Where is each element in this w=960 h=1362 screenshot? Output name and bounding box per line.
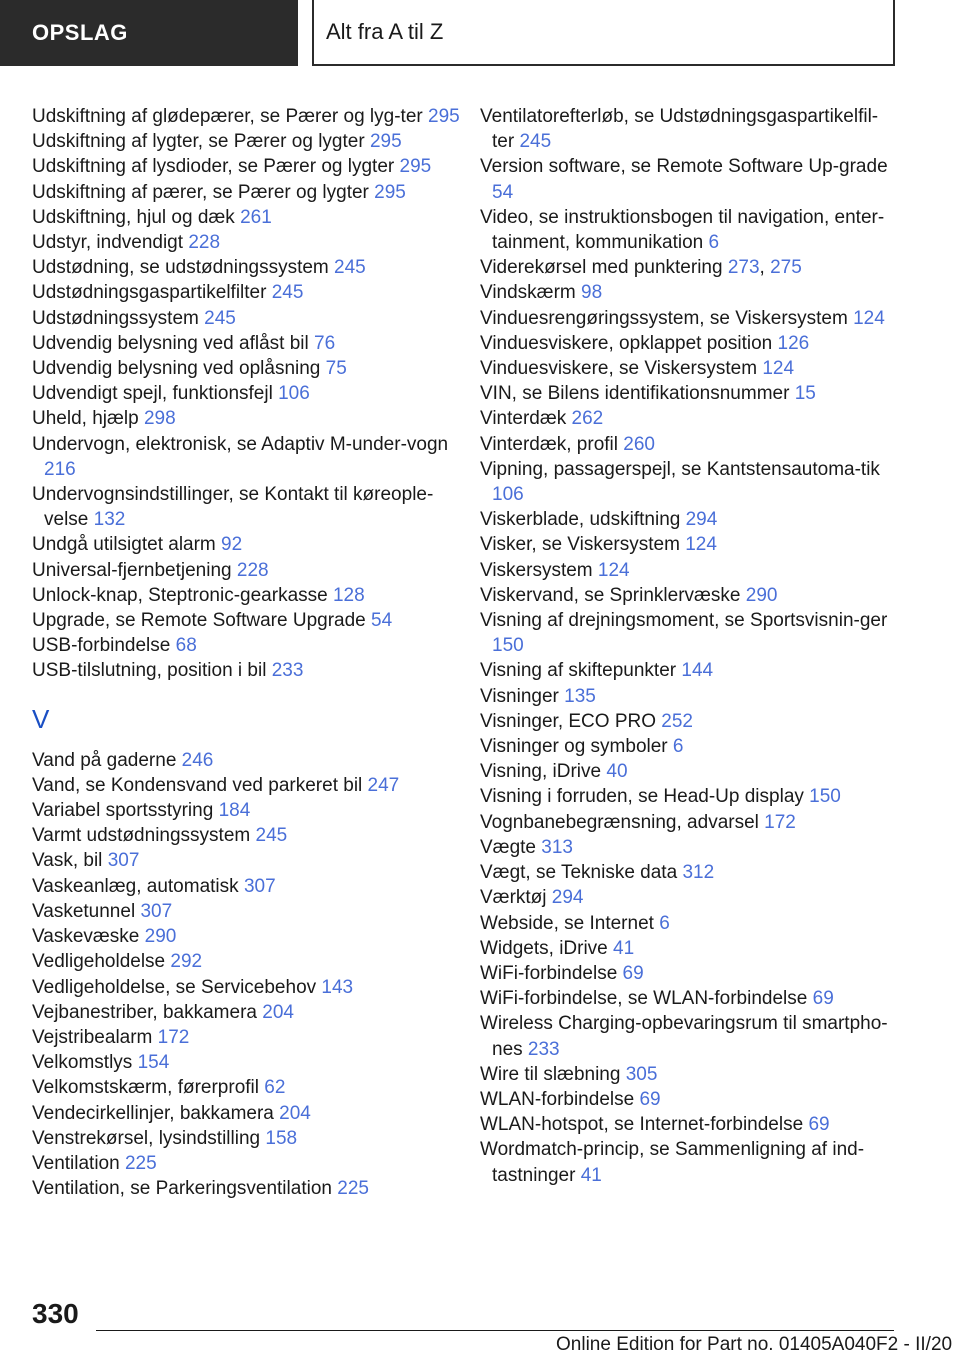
page-link[interactable]: 295 <box>374 181 406 203</box>
index-term: Udskiftning af glødepærer, se Pærer og lyg-ter <box>32 106 423 127</box>
page-link[interactable]: 126 <box>777 332 810 354</box>
index-term: Video, se instruktionsbogen til navigation, enter-tainment, kommunikation <box>480 206 885 254</box>
page-link[interactable]: 298 <box>143 408 176 430</box>
index-term: Udstødning, se udstødningssystem <box>32 257 329 279</box>
index-entry <box>480 532 900 557</box>
index-term: WLAN-hotspot, se Internet-forbindelse <box>480 1114 804 1136</box>
page-link[interactable]: 98 <box>581 282 603 304</box>
page-link[interactable]: 172 <box>764 811 796 833</box>
page-link[interactable]: 69 <box>808 1114 830 1136</box>
page-link[interactable]: 290 <box>144 926 177 948</box>
page-link[interactable]: 92 <box>221 534 243 556</box>
page-link[interactable]: 228 <box>236 559 269 581</box>
index-term: Viskervand, se Sprinklervæske <box>480 584 741 606</box>
section-tab: OPSLAG <box>0 0 298 66</box>
index-entry <box>32 949 462 974</box>
index-entry <box>32 798 462 823</box>
index-term: Værktøj <box>480 887 547 909</box>
index-entry <box>32 331 462 356</box>
page-link[interactable]: 6 <box>659 912 670 934</box>
page-link[interactable]: 69 <box>639 1088 661 1110</box>
page-link[interactable]: 275 <box>770 257 802 279</box>
page-link[interactable]: 313 <box>541 836 573 858</box>
page-link[interactable]: 15 <box>794 383 816 405</box>
index-term: Wire til slæbning <box>480 1063 621 1085</box>
page-link[interactable]: 158 <box>265 1127 298 1149</box>
index-term: Vægte <box>480 836 536 858</box>
page-link[interactable]: 225 <box>337 1178 369 1200</box>
index-entry <box>480 936 900 961</box>
index-entry <box>480 1087 900 1112</box>
page-link[interactable]: 124 <box>685 534 717 556</box>
index-list-v <box>32 748 462 1202</box>
index-list-u <box>32 104 462 684</box>
index-term: Udskiftning af lysdioder, se Pærer og lygter <box>32 156 395 178</box>
index-term: Udstødningssystem <box>32 307 199 329</box>
page-header <box>0 0 960 68</box>
page-link[interactable]: 307 <box>140 900 173 922</box>
index-term: Vasketunnel <box>32 900 136 922</box>
index-term: Widgets, iDrive <box>480 937 608 959</box>
page-link[interactable]: 172 <box>157 1026 190 1048</box>
page-link[interactable]: 54 <box>492 181 514 203</box>
index-entry <box>32 1050 462 1075</box>
index-term: Visninger, ECO PRO <box>480 710 657 732</box>
footer-edition: Online Edition for Part no. 01405A040F2 - II/20 <box>556 1334 953 1355</box>
index-term: Visninger <box>480 685 559 707</box>
page-link[interactable]: 6 <box>708 232 720 254</box>
index-entry <box>32 773 462 798</box>
page-link[interactable]: 6 <box>672 736 684 758</box>
index-entry <box>32 129 462 154</box>
index-term: Ventilatorefterløb, se Udstødningsgaspartikelfil-ter <box>480 106 879 153</box>
index-entry <box>32 205 462 230</box>
index-entry <box>32 924 462 949</box>
page-link[interactable]: 307 <box>107 850 140 872</box>
index-entry <box>480 558 900 583</box>
index-list-v-w <box>480 104 900 1188</box>
index-term: Udvendigt spejl, funktionsfejl <box>32 383 273 405</box>
index-term: Velkomstskærm, førerprofil <box>32 1077 259 1099</box>
index-term: Version software, se Remote Software Up-grade <box>480 156 888 178</box>
index-term: USB-tilslutning, position i bil <box>32 660 267 682</box>
index-term: Vinterdæk <box>480 408 567 430</box>
index-entry <box>480 1137 900 1187</box>
index-entry <box>32 823 462 848</box>
index-entry <box>32 532 462 557</box>
page-link[interactable]: 246 <box>181 749 214 771</box>
page-link[interactable]: 54 <box>371 610 393 632</box>
page-link[interactable]: 204 <box>279 1102 311 1124</box>
index-term: Varmt udstødningssystem <box>32 825 251 847</box>
index-term: Vaskevæske <box>32 926 140 948</box>
page-link[interactable]: 76 <box>314 332 336 354</box>
index-term: Vipning, passagerspejl, se Kantstensautoma-tik <box>480 458 880 480</box>
index-entry <box>480 759 900 784</box>
index-entry <box>32 848 462 873</box>
index-term: Vinduesviskere, se Viskersystem <box>480 358 758 380</box>
page-link[interactable]: 135 <box>564 685 596 707</box>
index-entry <box>480 986 900 1011</box>
page-link[interactable]: 295 <box>369 131 402 153</box>
index-entry <box>32 1151 462 1176</box>
index-entry <box>480 205 900 255</box>
index-entry <box>32 583 462 608</box>
index-term: Visning, iDrive <box>480 761 602 783</box>
index-term: Vaskeanlæg, automatisk <box>32 875 239 897</box>
page-link[interactable]: 228 <box>188 232 221 254</box>
index-entry <box>32 633 462 658</box>
page-link[interactable]: 260 <box>623 433 655 455</box>
page-link[interactable]: 204 <box>262 1001 294 1023</box>
page-link[interactable]: 106 <box>492 484 524 506</box>
index-term: WiFi-forbindelse <box>480 962 618 984</box>
page-link[interactable]: 144 <box>681 660 714 682</box>
index-term: Ventilation, se Parkeringsventilation <box>32 1178 332 1200</box>
index-term: Variabel sportsstyring <box>32 800 214 822</box>
page-link[interactable]: 41 <box>613 937 635 959</box>
page-link[interactable]: 106 <box>278 383 310 405</box>
index-term: Udvendig belysning ved aflåst bil <box>32 332 309 354</box>
index-term: Viderekørsel med punktering <box>480 257 723 279</box>
page-link[interactable]: 75 <box>325 358 347 380</box>
page-link[interactable]: 245 <box>255 825 288 847</box>
index-term: Udstyr, indvendigt <box>32 232 184 254</box>
index-entry: Viderekørsel med punktering 273, 275 <box>480 257 802 279</box>
page-link[interactable]: 294 <box>551 887 584 909</box>
index-term: Venstrekørsel, lysindstilling <box>32 1127 261 1149</box>
index-term: Udskiftning af lygter, se Pærer og lygter <box>32 131 365 153</box>
index-term: USB-forbindelse <box>32 635 171 657</box>
index-term: Vand, se Kondensvand ved parkeret bil <box>32 774 363 796</box>
index-entry <box>32 104 462 129</box>
index-entry <box>480 280 900 305</box>
letter-heading-v: V <box>32 703 50 734</box>
index-entry <box>32 255 462 280</box>
index-term: Undervognsindstillinger, se Kontakt til køreople-velse <box>32 484 434 531</box>
index-entry <box>32 482 462 532</box>
index-term: Ventilation <box>32 1152 120 1174</box>
page-link[interactable]: 69 <box>812 988 834 1010</box>
page-link[interactable]: 312 <box>682 862 715 884</box>
index-entry <box>480 784 900 809</box>
index-term: WiFi-forbindelse, se WLAN-forbindelse <box>480 988 808 1010</box>
index-term: Visninger og symboler <box>480 736 668 758</box>
index-entry <box>480 684 900 709</box>
index-term: Uheld, hjælp <box>32 408 139 430</box>
index-entry <box>32 432 462 482</box>
index-term: Velkomstlys <box>32 1052 133 1074</box>
page-link[interactable]: 233 <box>527 1038 560 1060</box>
footer-divider <box>96 1330 894 1331</box>
index-entry <box>480 406 900 431</box>
index-term: Undervogn, elektronisk, se Adaptiv M-under-vogn <box>32 433 449 455</box>
index-entry <box>32 658 462 683</box>
index-entry <box>480 885 900 910</box>
index-entry <box>32 1075 462 1100</box>
index-term: Vinterdæk, profil <box>480 433 618 455</box>
index-entry <box>480 608 900 658</box>
index-entry <box>32 1000 462 1025</box>
index-entry <box>32 306 462 331</box>
page-link[interactable]: 233 <box>271 660 304 682</box>
index-entry <box>480 154 900 204</box>
page-link[interactable]: 305 <box>625 1063 658 1085</box>
index-entry <box>32 558 462 583</box>
page-link[interactable]: 252 <box>661 710 693 732</box>
index-entry <box>480 104 900 154</box>
page-link[interactable]: 124 <box>853 307 885 329</box>
page-link[interactable]: 225 <box>124 1152 157 1174</box>
index-entry <box>480 1011 900 1061</box>
page-link[interactable]: 245 <box>204 307 236 329</box>
page-link[interactable]: 124 <box>597 559 630 581</box>
index-entry <box>32 899 462 924</box>
page-link[interactable]: 273 <box>727 257 760 279</box>
page-link[interactable]: 69 <box>622 962 644 984</box>
index-term: Vejbanestriber, bakkamera <box>32 1001 257 1023</box>
index-entry <box>480 331 900 356</box>
index-column-right <box>480 104 900 1188</box>
index-term: Udstødningsgaspartikelfilter <box>32 282 267 304</box>
page-link[interactable]: 262 <box>571 408 604 430</box>
page-link[interactable]: 292 <box>170 951 203 973</box>
index-term: Viskerblade, udskiftning <box>480 509 681 531</box>
index-entry <box>480 835 900 860</box>
index-term: Visning af drejningsmoment, se Sportsvisnin-ger <box>480 610 888 632</box>
index-entry <box>32 280 462 305</box>
index-term: Universal-fjernbetjening <box>32 559 232 581</box>
index-term: Visker, se Viskersystem <box>480 534 680 556</box>
index-entry <box>480 306 900 331</box>
page-link[interactable]: 184 <box>218 800 251 822</box>
index-term: Visning i forruden, se Head-Up display <box>480 786 804 808</box>
index-entry <box>480 734 900 759</box>
index-term: Wordmatch-princip, se Sammenligning af ind-tastninger <box>480 1139 865 1186</box>
index-term: Vejstribealarm <box>32 1026 153 1048</box>
index-entry <box>480 1062 900 1087</box>
index-entry <box>32 1101 462 1126</box>
page-link[interactable]: 154 <box>137 1052 170 1074</box>
index-term: Vendecirkellinjer, bakkamera <box>32 1102 274 1124</box>
index-entry <box>32 406 462 431</box>
page-link[interactable]: 132 <box>93 509 126 531</box>
page-link[interactable]: 245 <box>271 282 304 304</box>
index-entry <box>480 356 900 381</box>
page-link[interactable]: 40 <box>606 761 628 783</box>
index-term: Udvendig belysning ved oplåsning <box>32 358 321 380</box>
index-term: Unlock-knap, Steptronic-gearkasse <box>32 584 328 606</box>
index-entry <box>32 230 462 255</box>
index-term: Vedligeholdelse <box>32 951 166 973</box>
index-term: Vægt, se Tekniske data <box>480 862 678 884</box>
section-title: Alt fra A til Z <box>312 0 895 66</box>
index-term: VIN, se Bilens identifikationsnummer <box>480 383 790 405</box>
page-link[interactable]: 68 <box>175 635 197 657</box>
page-link[interactable]: 216 <box>44 458 76 480</box>
index-entry <box>32 748 462 773</box>
index-entry <box>32 1126 462 1151</box>
page-number: 330 <box>32 1298 79 1329</box>
page-link[interactable]: 295 <box>428 106 460 127</box>
index-entry <box>480 658 900 683</box>
index-entry <box>480 457 900 507</box>
page-link[interactable]: 290 <box>745 584 778 606</box>
index-term: Vand på gaderne <box>32 749 177 771</box>
index-term: Vinduesrengøringssystem, se Viskersystem <box>480 307 848 329</box>
index-entry <box>480 860 900 885</box>
index-entry <box>480 381 900 406</box>
index-term: Viskersystem <box>480 559 593 581</box>
index-entry <box>480 961 900 986</box>
index-column-left <box>32 104 462 1201</box>
page-link[interactable]: 150 <box>809 786 841 808</box>
index-term: WLAN-forbindelse <box>480 1088 635 1110</box>
index-entry <box>480 709 900 734</box>
index-term: Upgrade, se Remote Software Upgrade <box>32 610 366 632</box>
index-entry <box>32 180 462 205</box>
index-entry <box>480 911 900 936</box>
page-link[interactable]: 307 <box>243 875 276 897</box>
index-entry <box>32 608 462 633</box>
page-link[interactable]: 245 <box>334 257 366 279</box>
index-term: Vindskærm <box>480 282 576 304</box>
page-link[interactable]: 124 <box>762 358 795 380</box>
index-entry <box>32 381 462 406</box>
index-term: Vedligeholdelse, se Servicebehov <box>32 976 317 998</box>
index-entry <box>480 432 900 457</box>
index-entry <box>32 356 462 381</box>
page-link[interactable]: 295 <box>399 156 432 178</box>
page-link[interactable]: 150 <box>492 635 524 657</box>
index-term: Webside, se Internet <box>480 912 654 934</box>
index-term: Vask, bil <box>32 850 103 872</box>
index-term: Udskiftning, hjul og dæk <box>32 206 235 228</box>
index-term: Vinduesviskere, opklappet position <box>480 332 773 354</box>
page-link[interactable]: 128 <box>332 584 365 606</box>
index-entry <box>480 583 900 608</box>
page-link[interactable]: 245 <box>519 131 552 153</box>
index-term: Undgå utilsigtet alarm <box>32 534 216 556</box>
index-term: Wireless Charging-opbevaringsrum til smartpho-nes <box>480 1013 888 1060</box>
page-link[interactable]: 294 <box>685 509 718 531</box>
page-link[interactable]: 41 <box>580 1164 602 1186</box>
page-link[interactable]: 247 <box>367 774 400 796</box>
index-entry <box>480 507 900 532</box>
index-term: Visning af skiftepunkter <box>480 660 677 682</box>
page-link[interactable]: 261 <box>240 206 272 228</box>
index-term: Vognbanebegrænsning, advarsel <box>480 811 759 833</box>
page-link[interactable]: 62 <box>264 1077 286 1099</box>
index-entry <box>32 154 462 179</box>
index-entry <box>32 1176 462 1201</box>
index-term: Udskiftning af pærer, se Pærer og lygter <box>32 181 369 203</box>
index-entry <box>32 874 462 899</box>
index-entry <box>480 810 900 835</box>
index-entry <box>480 1112 900 1137</box>
page-link[interactable]: 143 <box>321 976 354 998</box>
index-entry <box>32 1025 462 1050</box>
index-entry <box>32 975 462 1000</box>
